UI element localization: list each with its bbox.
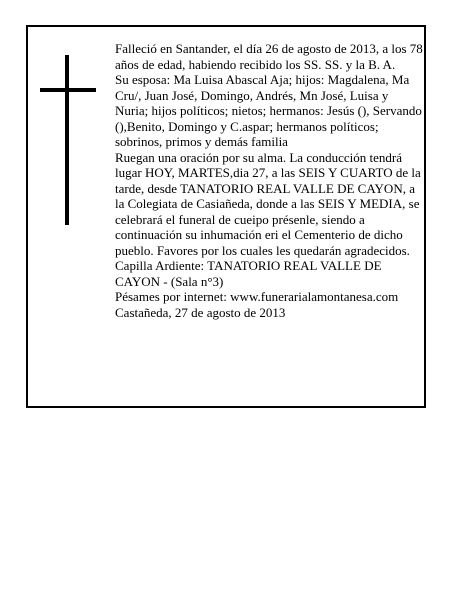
obituary-notice [26,25,426,408]
latin-cross-icon [36,55,98,225]
cross-vertical-bar [65,55,69,225]
place-and-date: Castañeda, 27 de agosto de 2013 [115,304,286,320]
death-announcement: Falleció en Santander, el día 26 de agosto de 2013, a los 78 años de edad, habiendo recibido los SS. SS. y la B. A. [115,41,423,72]
family-list: Su esposa: Ma Luisa Abascal Aja; hijos: Magdalena, Ma Cru/, Juan José, Domingo, Andrés, Mn José, Luisa y Nuria; hijos políticos; nietos; hermanos: Jesús (), Servando (),Benito, Domingo y C.aspar; hermanos políticos; sobrinos, primos y demás familia [115,72,422,149]
notice-text [115,41,423,320]
funeral-details: Ruegan una oración por su alma. La conducción tendrá lugar HOY, MARTES,dia 27, a las SEIS Y CUARTO de la tarde, desde TANATORIO REAL VALLE DE CAYON, a la Colegiata de Casiañeda, donde a las SEIS Y MEDIA, se celebrará el funeral de cueipo présenle, siendo a continuación su inhumación eri el Cementerio de dicho pueblo. Favores por los cuales les quedarán agradecidos. Capilla Ardiente: TANATORIO REAL VALLE DE CAYON - (Sala n°3) [115,149,421,289]
cross-horizontal-bar [40,88,96,92]
condolences-website: Pésames por internet: www.funerarialamontanesa.com [115,289,399,304]
